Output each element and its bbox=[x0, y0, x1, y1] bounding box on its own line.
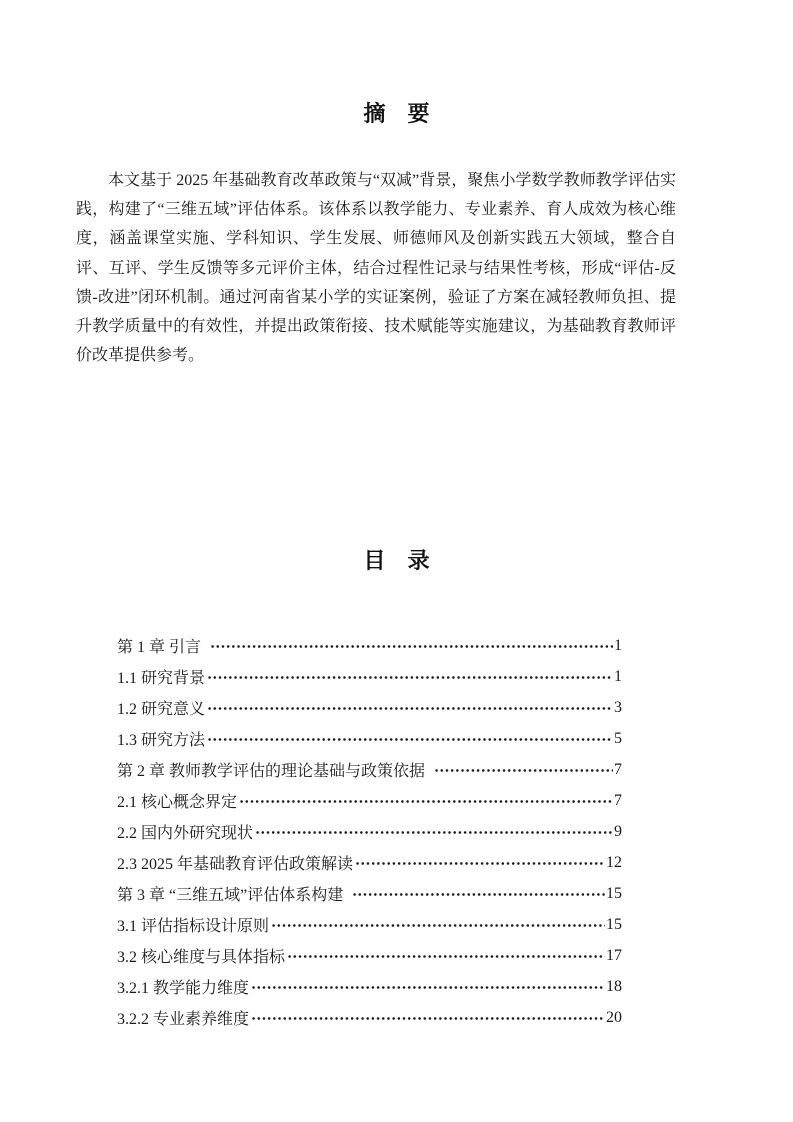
toc-entry-label: 3.2 核心维度与具体指标 bbox=[117, 949, 286, 966]
toc-dot-leader bbox=[434, 767, 613, 774]
toc-entry-label: 2.2 国内外研究现状 bbox=[117, 825, 254, 842]
toc-entry-page: 5 bbox=[614, 729, 622, 747]
toc-entry[interactable] bbox=[117, 847, 622, 878]
toc-dot-leader bbox=[239, 798, 613, 805]
toc-dot-leader bbox=[352, 891, 605, 898]
toc-entry[interactable] bbox=[117, 878, 622, 909]
toc-entry-page: 1 bbox=[614, 636, 622, 654]
toc-list bbox=[117, 630, 622, 1033]
toc-dot-leader bbox=[207, 736, 613, 743]
toc-entry[interactable] bbox=[117, 909, 622, 940]
toc-dot-leader bbox=[207, 674, 613, 681]
toc-dot-leader bbox=[207, 705, 613, 712]
toc-entry-page: 15 bbox=[606, 915, 622, 933]
toc-entry-page: 7 bbox=[614, 760, 622, 778]
toc-dot-leader bbox=[251, 984, 605, 991]
toc-entry-label: 3.1 评估指标设计原则 bbox=[117, 918, 270, 935]
toc-entry[interactable] bbox=[117, 1002, 622, 1033]
toc-entry-label: 第 2 章 教师教学评估的理论基础与政策依据 bbox=[117, 763, 426, 780]
toc-entry[interactable] bbox=[117, 940, 622, 971]
toc-entry-label: 2.3 2025 年基础教育评估政策解读 bbox=[117, 856, 354, 873]
toc-entry-page: 9 bbox=[614, 822, 622, 840]
toc-entry-page: 17 bbox=[606, 946, 622, 964]
toc-entry-page: 3 bbox=[614, 698, 622, 716]
abstract-title: 摘 要 bbox=[363, 101, 430, 126]
toc-entry-label: 第 3 章 “三维五域”评估体系构建 bbox=[117, 887, 344, 904]
toc-entry-label: 3.2.1 教学能力维度 bbox=[117, 980, 250, 997]
toc-title: 目 录 bbox=[363, 548, 430, 573]
toc-entry-page: 18 bbox=[606, 977, 622, 995]
toc-entry-page: 12 bbox=[606, 853, 622, 871]
toc-entry[interactable] bbox=[117, 816, 622, 847]
abstract-paragraph: 本文基于 2025 年基础教育改革政策与“双减”背景，聚焦小学数学教师教学评估实践，构建了“三维五域”评估体系。该体系以教学能力、专业素养、育人成效为核心维度，涵盖课堂实施、学科知识、学生发展、师德师风及创新实践五大领域，整合自评、互评、学生反馈等多元评价主体，结合过程性记录与结果性考核，形成“评估-反馈-改进”闭环机制。通过河南省某小学的实证案例，验证了方案在减轻教师负担、提升教学质量中的有效性，并提出政策衔接、技术赋能等实施建议，为基础教育教师评价改革提供参考。 bbox=[76, 172, 676, 365]
toc-entry-label: 1.2 研究意义 bbox=[117, 701, 206, 718]
toc-entry[interactable] bbox=[117, 785, 622, 816]
toc-entry[interactable] bbox=[117, 661, 622, 692]
toc-entry[interactable] bbox=[117, 630, 622, 661]
toc-dot-leader bbox=[287, 953, 605, 960]
toc-entry[interactable] bbox=[117, 723, 622, 754]
toc-dot-leader bbox=[251, 1015, 605, 1022]
toc-entry[interactable] bbox=[117, 971, 622, 1002]
toc-entry[interactable] bbox=[117, 754, 622, 785]
toc-dot-leader bbox=[271, 922, 605, 929]
toc-dot-leader bbox=[210, 643, 613, 650]
toc-entry-page: 1 bbox=[614, 667, 622, 685]
toc-entry-label: 1.3 研究方法 bbox=[117, 732, 206, 749]
toc-entry-label: 1.1 研究背景 bbox=[117, 670, 206, 687]
toc-entry-label: 2.1 核心概念界定 bbox=[117, 794, 238, 811]
toc-entry-label: 第 1 章 引言 bbox=[117, 639, 202, 656]
toc-dot-leader bbox=[255, 829, 613, 836]
toc-entry-page: 7 bbox=[614, 791, 622, 809]
toc-dot-leader bbox=[355, 860, 605, 867]
toc-entry-page: 20 bbox=[606, 1008, 622, 1026]
toc-entry-label: 3.2.2 专业素养维度 bbox=[117, 1011, 250, 1028]
toc-entry-page: 15 bbox=[606, 884, 622, 902]
toc-entry[interactable] bbox=[117, 692, 622, 723]
